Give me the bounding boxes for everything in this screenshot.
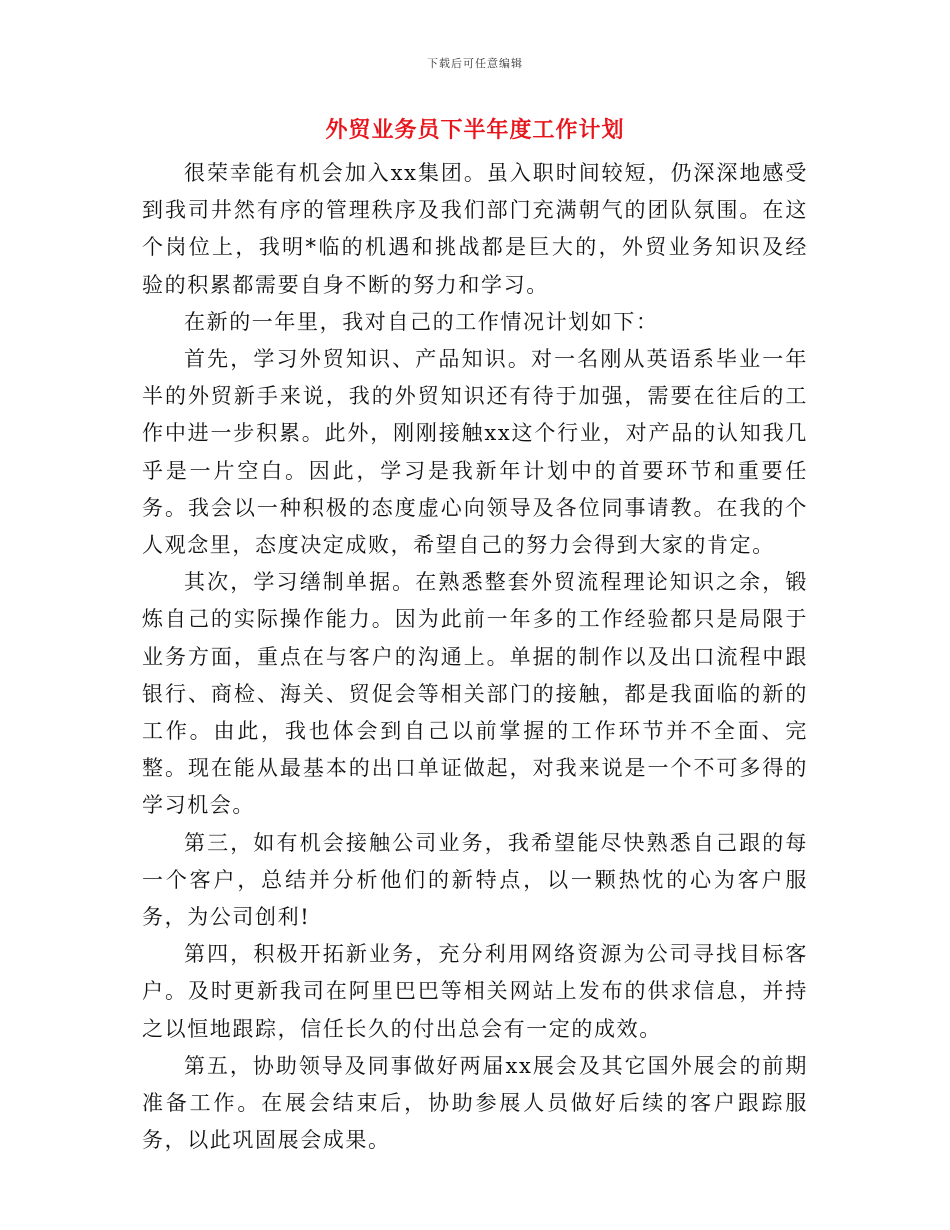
paragraph: 第五，协助领导及同事做好两届xx展会及其它国外展会的前期准备工作。在展会结束后，协助参展人员做好后续的客户跟踪服务，以此巩固展会成果。 bbox=[142, 1053, 808, 1153]
paragraph: 很荣幸能有机会加入xx集团。虽入职时间较短，仍深深地感受到我司井然有序的管理秩序及我们部门充满朝气的团队氛围。在这个岗位上，我明*临的机遇和挑战都是巨大的，外贸业务知识及经验的积累都需要自身不断的努力和学习。 bbox=[142, 161, 808, 297]
paragraph: 第三，如有机会接触公司业务，我希望能尽快熟悉自己跟的每一个客户，总结并分析他们的新特点，以一颗热忱的心为客户服务，为公司创利! bbox=[142, 830, 808, 930]
paragraph: 在新的一年里，我对自己的工作情况计划如下： bbox=[184, 309, 659, 334]
paragraph: 第四，积极开拓新业务，充分利用网络资源为公司寻找目标客户。及时更新我司在阿里巴巴等相关网站上发布的供求信息，并持之以恒地跟踪，信任长久的付出总会有一定的成效。 bbox=[142, 942, 808, 1041]
document-body bbox=[142, 155, 808, 1159]
paragraph: 首先，学习外贸知识、产品知识。对一名刚从英语系毕业一年半的外贸新手来说，我的外贸知识还有待于加强，需要在往后的工作中进一步积累。此外，刚刚接触xx这个行业，对产品的认知我几乎是一片空白。因此，学习是我新年计划中的首要环节和重要任务。我会以一种积极的态度虚心向领导及各位同事请教。在我的个人观念里，态度决定成败，希望自己的努力会得到大家的肯定。 bbox=[142, 347, 808, 558]
document-title: 外贸业务员下半年度工作计划 bbox=[325, 118, 625, 143]
paragraph: 其次，学习缮制单据。在熟悉整套外贸流程理论知识之余，锻炼自己的实际操作能力。因为此前一年多的工作经验都只是局限于业务方面，重点在与客户的沟通上。单据的制作以及出口流程中跟银行、商检、海关、贸促会等相关部门的接触，都是我面临的新的工作。由此，我也体会到自己以前掌握的工作环节并不全面、完整。现在能从最基本的出口单证做起，对我来说是一个不可多得的学习机会。 bbox=[142, 570, 808, 818]
header-note: 下载后可任意编辑 bbox=[427, 57, 523, 70]
